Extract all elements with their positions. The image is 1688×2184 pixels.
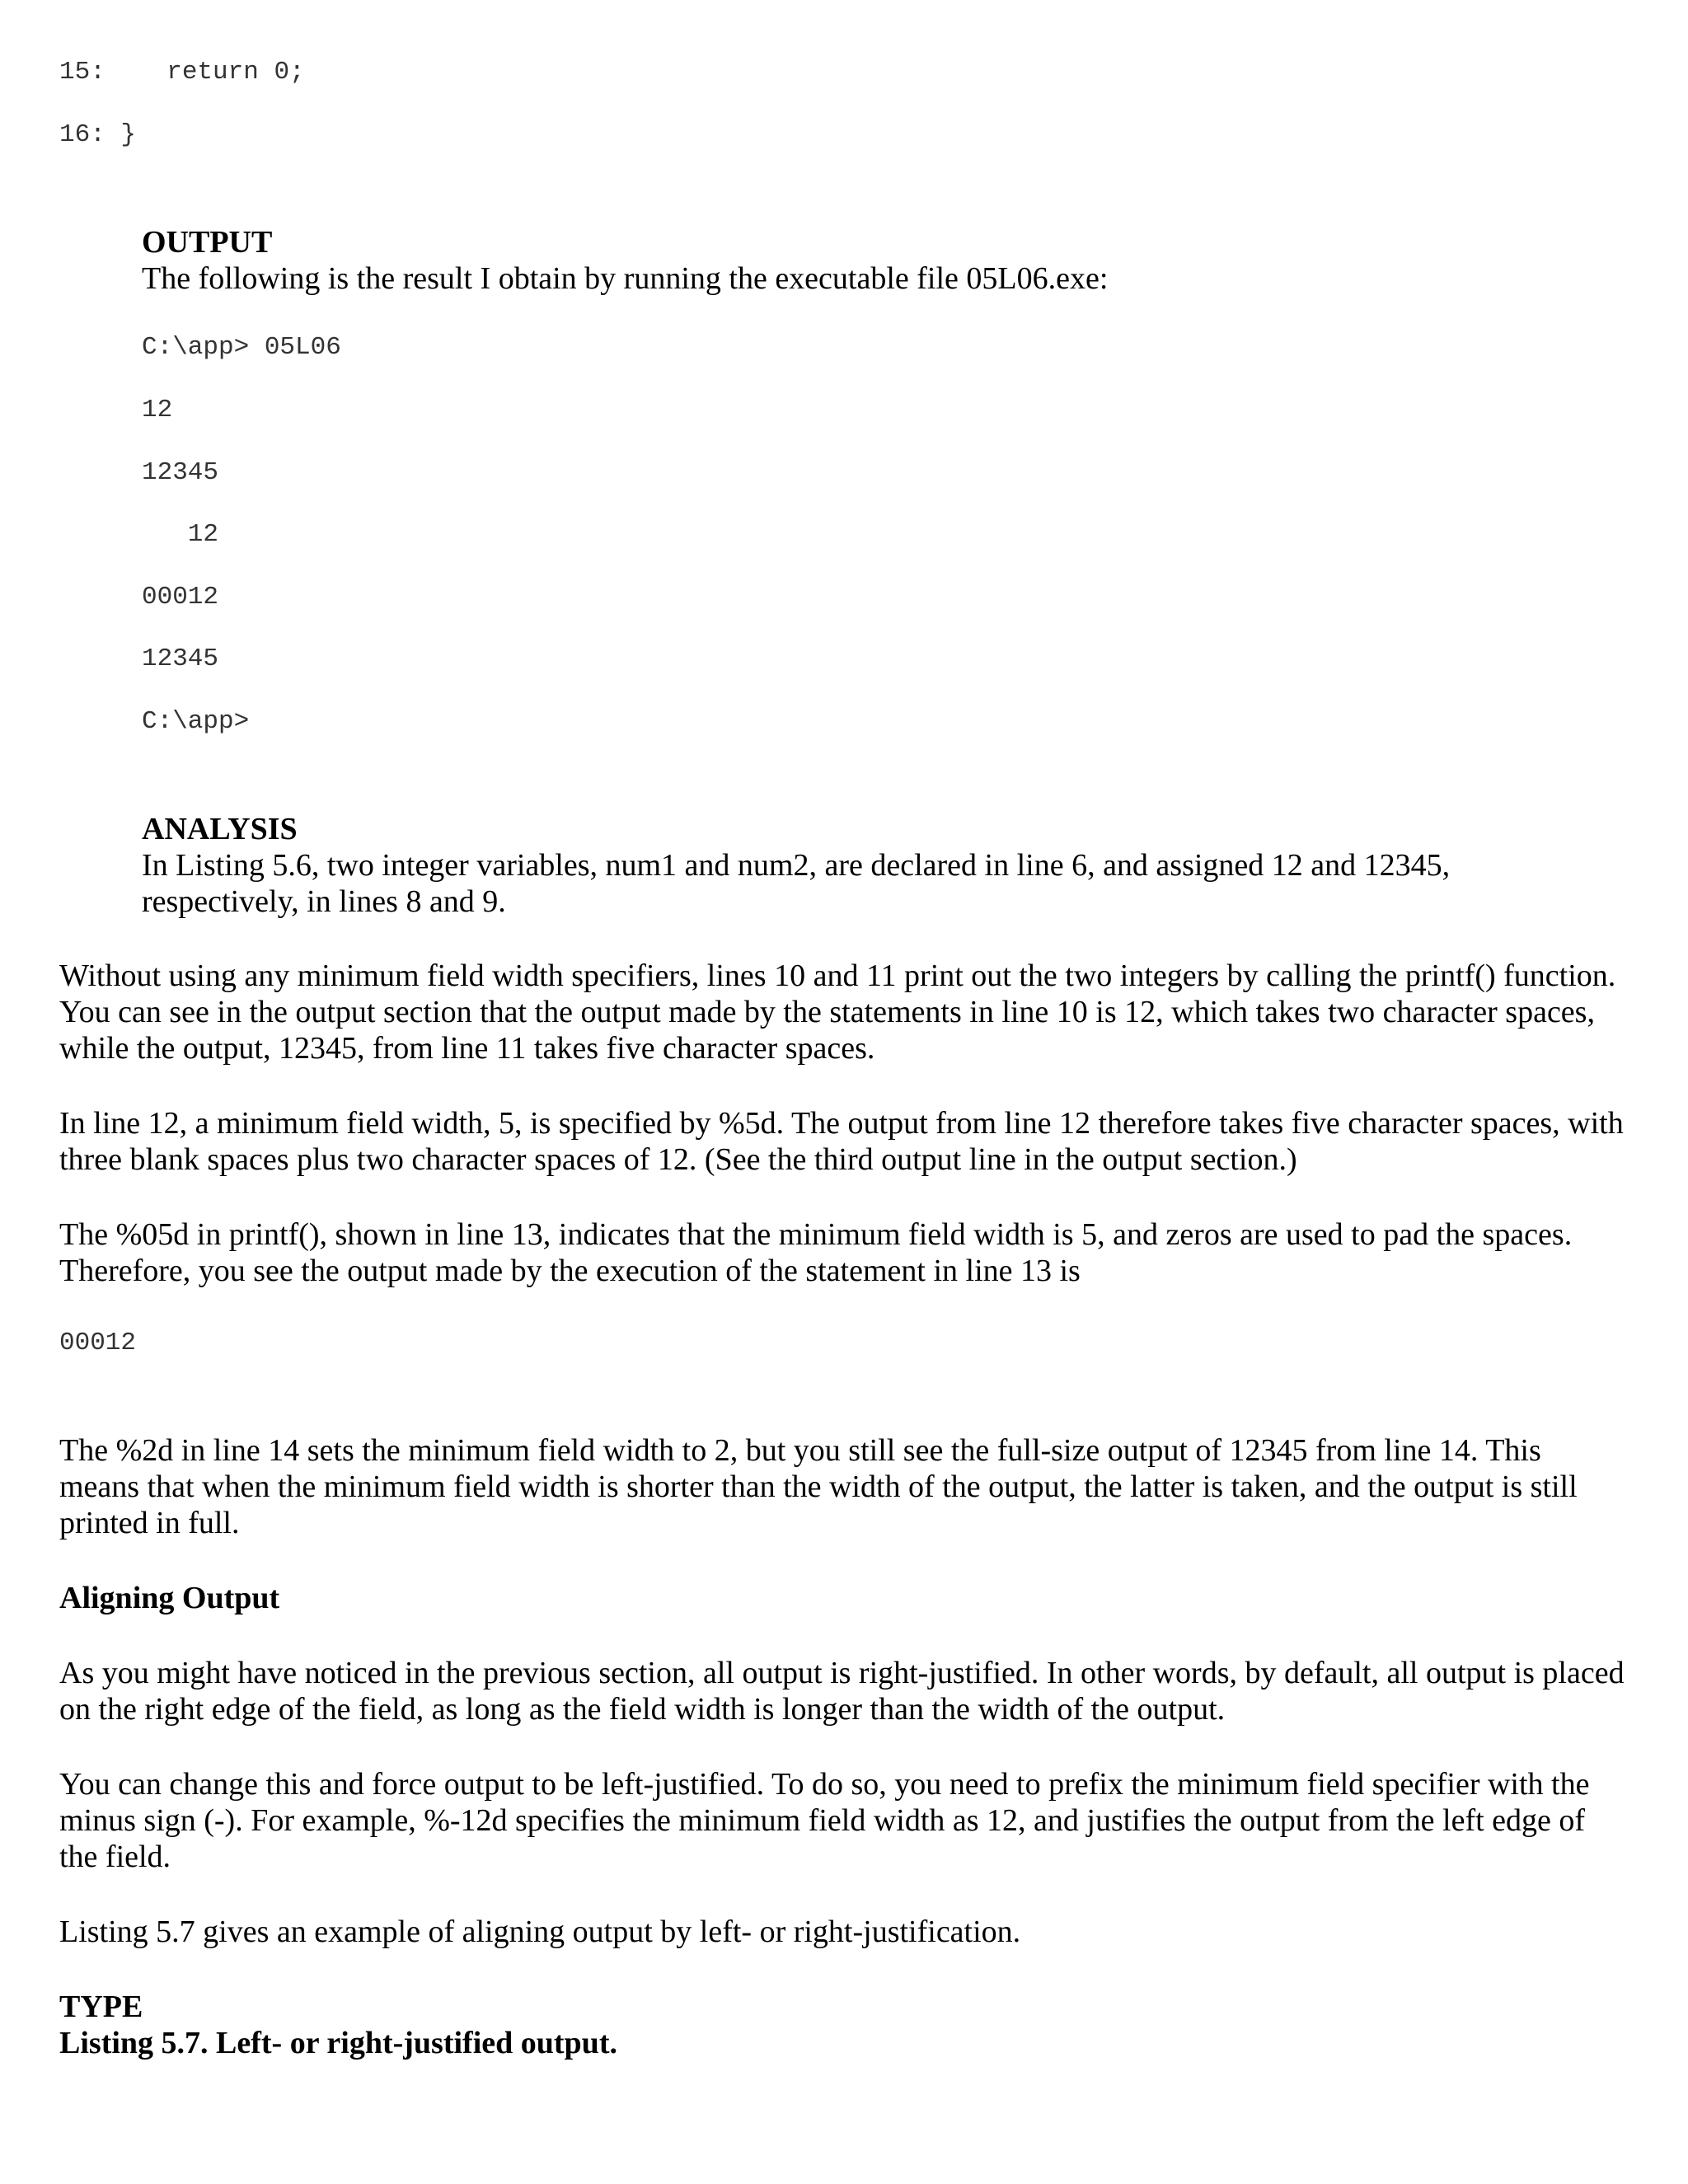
code-sample: 00012 [59, 1329, 137, 1357]
console-line: C:\app> [142, 707, 250, 736]
console-line: 12345 [142, 458, 219, 487]
body-paragraph-4: The %2d in line 14 sets the minimum field width to 2, but you still see the full-size output of 12345 from line 14. This means that when the minimum field width is shorter than the width of the output, the latter is taken, and the output is still printed in full. [59, 1433, 1578, 1540]
code-line-15: 15: return 0; [59, 58, 305, 87]
body-paragraph-1: Without using any minimum field width specifiers, lines 10 and 11 print out the two integers by calling the printf() function. You can see in the output section that the output made by the statements in line 10 is 12, which takes two character spaces, while the output, 12345, from line 11 takes five character spaces. [59, 958, 1616, 1066]
type-heading: TYPE [59, 1990, 143, 2024]
aligning-output-heading: Aligning Output [59, 1581, 280, 1615]
aligning-paragraph-2: You can change this and force output to be left-justified. To do so, you need to prefix the minimum field specifier with the minus sign (-). For example, %-12d specifies the minimum field width as 12, and justifies the output from the left edge of the field. [59, 1767, 1590, 1874]
console-line: 12 [142, 396, 173, 424]
analysis-heading: ANALYSIS [142, 812, 298, 846]
listing-caption: Listing 5.7. Left- or right-justified output. [59, 2026, 617, 2060]
body-paragraph-2: In line 12, a minimum field width, 5, is specified by %5d. The output from line 12 therefore takes five character spaces, with three blank spaces plus two character spaces of 12. (See the third output line in the output section.) [59, 1106, 1624, 1177]
console-line: 12345 [142, 644, 219, 673]
aligning-paragraph-1: As you might have noticed in the previous section, all output is right-justified. In other words, by default, all output is placed on the right edge of the field, as long as the field width is longer than the width of the output. [59, 1656, 1625, 1727]
output-intro: The following is the result I obtain by running the executable file 05L06.exe: [142, 261, 1109, 296]
aligning-paragraph-3: Listing 5.7 gives an example of aligning output by left- or right-justification. [59, 1915, 1021, 1949]
console-line: 00012 [142, 583, 219, 612]
output-heading: OUTPUT [142, 225, 273, 260]
body-paragraph-3: The %05d in printf(), shown in line 13, indicates that the minimum field width is 5, and zeros are used to pad the spaces. Therefore, you see the output made by the execution of the statement in line 13 is [59, 1217, 1573, 1288]
code-line-16: 16: } [59, 120, 137, 149]
console-line: C:\app> 05L06 [142, 333, 341, 362]
console-line: 12 [142, 520, 219, 549]
analysis-intro: In Listing 5.6, two integer variables, num1 and num2, are declared in line 6, and assigned 12 and 12345, respectively, in lines 8 and 9. [142, 848, 1451, 919]
